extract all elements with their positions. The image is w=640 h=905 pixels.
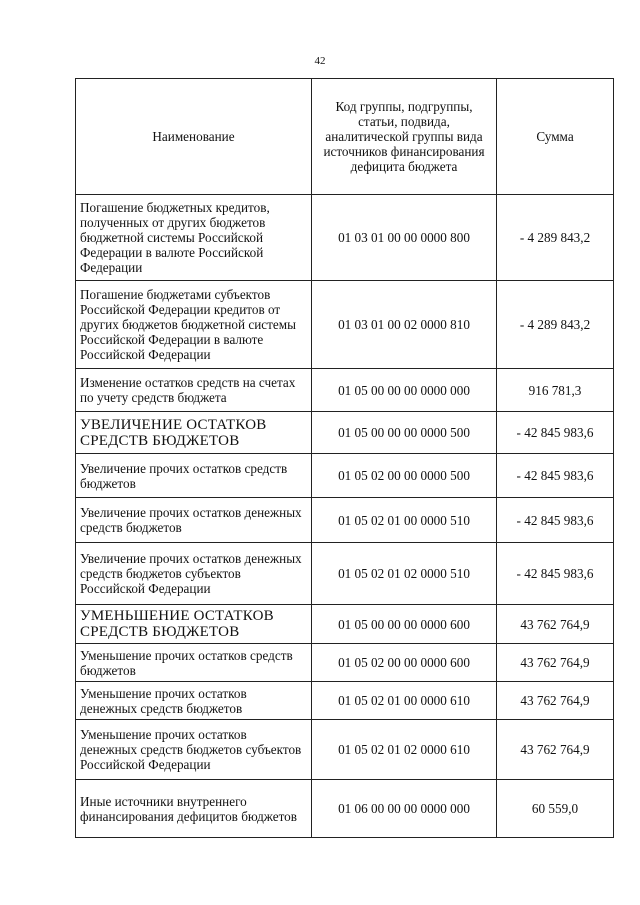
table-row xyxy=(76,281,614,369)
row-code: 01 05 00 00 00 0000 000 xyxy=(312,369,497,412)
row-name: Уменьшение прочих остатков денежных средств бюджетов xyxy=(76,682,312,720)
column-header-name: Наименование xyxy=(76,79,312,195)
row-code: 01 06 00 00 00 0000 000 xyxy=(312,780,497,838)
row-name: Погашение бюджетами субъектов Российской Федерации кредитов от других бюджетов бюджетной системы Российской Федерации в валюте Российской Федерации xyxy=(76,281,312,369)
row-code: 01 03 01 00 00 0000 800 xyxy=(312,195,497,281)
row-sum: - 42 845 983,6 xyxy=(497,543,614,605)
row-name: УМЕНЬШЕНИЕ ОСТАТКОВ СРЕДСТВ БЮДЖЕТОВ xyxy=(76,605,312,644)
row-code: 01 05 02 00 00 0000 600 xyxy=(312,644,497,682)
row-name: Увеличение прочих остатков средств бюджетов xyxy=(76,454,312,498)
row-sum: 43 762 764,9 xyxy=(497,720,614,780)
row-sum: 43 762 764,9 xyxy=(497,605,614,644)
table-row xyxy=(76,412,614,454)
row-name: УВЕЛИЧЕНИЕ ОСТАТКОВ СРЕДСТВ БЮДЖЕТОВ xyxy=(76,412,312,454)
table-row xyxy=(76,720,614,780)
table-row xyxy=(76,195,614,281)
row-code: 01 05 02 00 00 0000 500 xyxy=(312,454,497,498)
table-row xyxy=(76,644,614,682)
table-row xyxy=(76,369,614,412)
table-row xyxy=(76,498,614,543)
table-row xyxy=(76,780,614,838)
row-code: 01 05 02 01 02 0000 610 xyxy=(312,720,497,780)
column-header-code: Код группы, подгруппы, статьи, подвида, аналитической группы вида источников финансирования дефицита бюджета xyxy=(312,79,497,195)
row-code: 01 05 00 00 00 0000 500 xyxy=(312,412,497,454)
row-name: Изменение остатков средств на счетах по учету средств бюджета xyxy=(76,369,312,412)
table-row xyxy=(76,454,614,498)
row-sum: - 4 289 843,2 xyxy=(497,281,614,369)
row-name: Погашение бюджетных кредитов, полученных от других бюджетов бюджетной системы Российской Федерации в валюте Российской Федерации xyxy=(76,195,312,281)
row-code: 01 05 02 01 00 0000 610 xyxy=(312,682,497,720)
page-number: 42 xyxy=(314,55,326,67)
row-sum: - 42 845 983,6 xyxy=(497,454,614,498)
row-name: Уменьшение прочих остатков средств бюджетов xyxy=(76,644,312,682)
column-header-sum: Сумма xyxy=(497,79,614,195)
row-name: Увеличение прочих остатков денежных средств бюджетов xyxy=(76,498,312,543)
row-sum: 60 559,0 xyxy=(497,780,614,838)
row-name: Уменьшение прочих остатков денежных средств бюджетов субъектов Российской Федерации xyxy=(76,720,312,780)
row-code: 01 03 01 00 02 0000 810 xyxy=(312,281,497,369)
table-row xyxy=(76,605,614,644)
row-name: Увеличение прочих остатков денежных средств бюджетов субъектов Российской Федерации xyxy=(76,543,312,605)
row-sum: - 4 289 843,2 xyxy=(497,195,614,281)
row-code: 01 05 00 00 00 0000 600 xyxy=(312,605,497,644)
row-sum: 43 762 764,9 xyxy=(497,644,614,682)
budget-sources-table xyxy=(75,78,614,838)
row-code: 01 05 02 01 00 0000 510 xyxy=(312,498,497,543)
row-code: 01 05 02 01 02 0000 510 xyxy=(312,543,497,605)
table-row xyxy=(76,682,614,720)
row-sum: 916 781,3 xyxy=(497,369,614,412)
row-name: Иные источники внутреннего финансирования дефицитов бюджетов xyxy=(76,780,312,838)
row-sum: 43 762 764,9 xyxy=(497,682,614,720)
row-sum: - 42 845 983,6 xyxy=(497,412,614,454)
table-row xyxy=(76,543,614,605)
row-sum: - 42 845 983,6 xyxy=(497,498,614,543)
table-header-row xyxy=(76,79,614,195)
